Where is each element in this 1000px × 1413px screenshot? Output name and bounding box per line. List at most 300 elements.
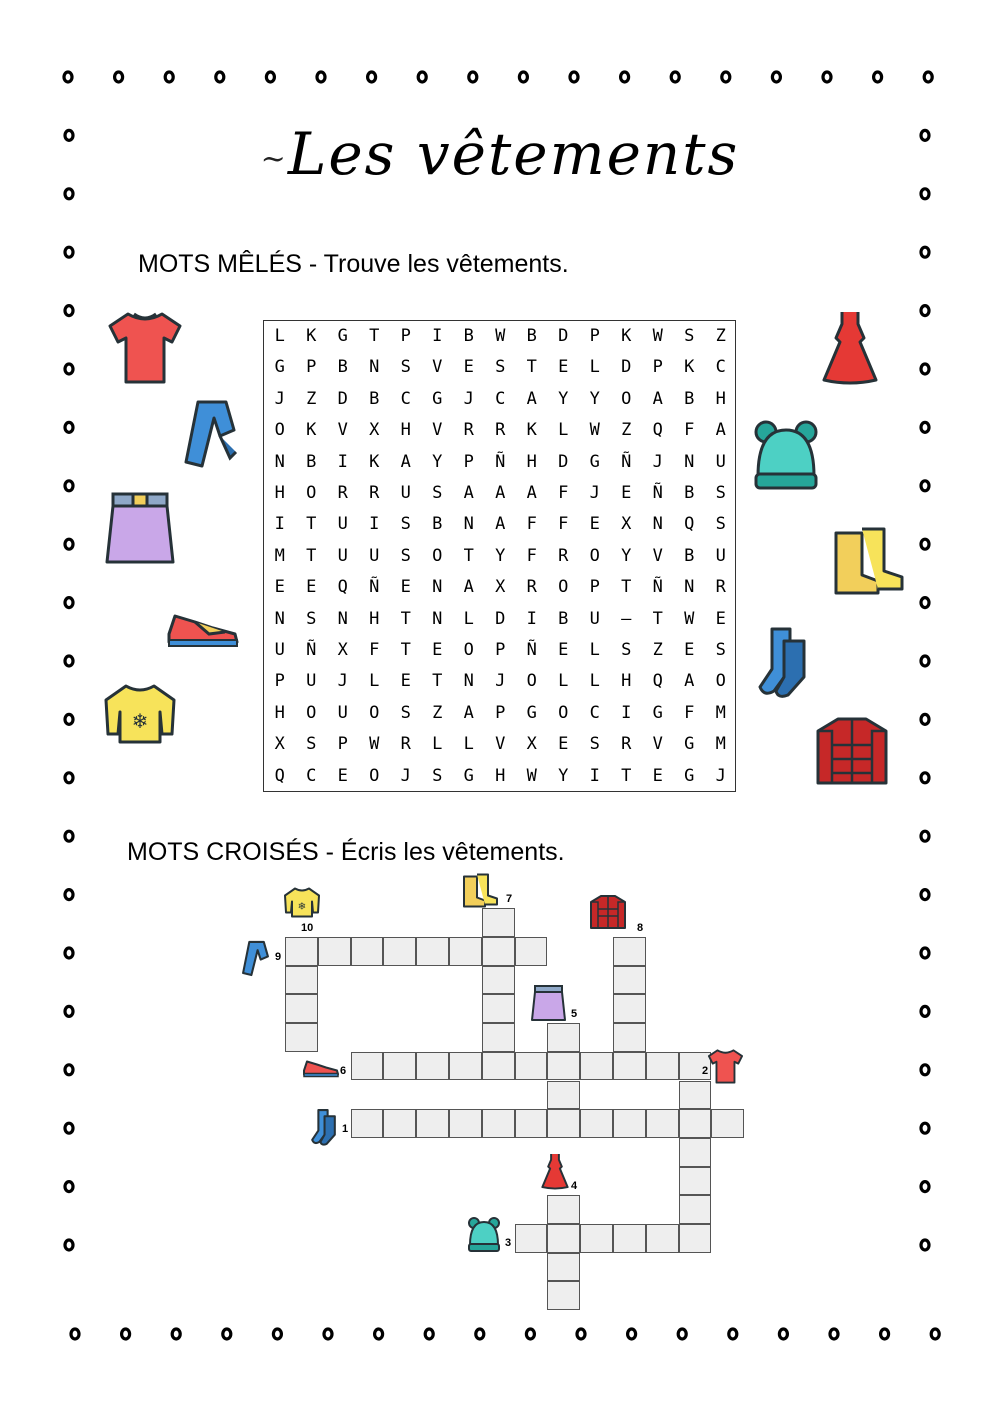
- wordsearch-letter[interactable]: R: [621, 734, 632, 755]
- crossword-cell[interactable]: [613, 966, 646, 995]
- wordsearch-letter[interactable]: G: [337, 326, 348, 346]
- wordsearch-letter[interactable]: V: [432, 357, 443, 378]
- wordsearch-letter[interactable]: C: [495, 388, 506, 409]
- wordsearch-letter[interactable]: O: [306, 483, 317, 503]
- wordsearch-letter[interactable]: U: [589, 608, 600, 629]
- wordsearch-letter[interactable]: A: [463, 577, 474, 598]
- wordsearch-letter[interactable]: V: [652, 545, 663, 566]
- wordsearch-letter[interactable]: F: [558, 514, 569, 535]
- wordsearch-letter[interactable]: A: [526, 483, 537, 503]
- wordsearch-letter[interactable]: B: [526, 326, 537, 346]
- wordsearch-letter[interactable]: T: [400, 608, 411, 629]
- wordsearch-letter[interactable]: L: [589, 671, 600, 692]
- wordsearch-letter[interactable]: C: [715, 357, 726, 378]
- wordsearch-letter[interactable]: U: [369, 545, 380, 566]
- wordsearch-letter[interactable]: R: [400, 734, 411, 755]
- wordsearch-letter[interactable]: Y: [495, 545, 506, 566]
- wordsearch-letter[interactable]: Z: [306, 388, 317, 409]
- wordsearch-letter[interactable]: G: [589, 451, 600, 472]
- wordsearch-letter[interactable]: O: [369, 702, 380, 723]
- wordsearch-letter[interactable]: Y: [621, 545, 632, 566]
- wordsearch-letter[interactable]: N: [274, 451, 285, 472]
- wordsearch-letter[interactable]: U: [715, 545, 726, 566]
- wordsearch-letter[interactable]: K: [306, 420, 317, 441]
- wordsearch-letter[interactable]: N: [432, 608, 443, 629]
- wordsearch-letter[interactable]: P: [306, 357, 317, 378]
- crossword-cell[interactable]: [351, 1109, 384, 1138]
- clue-10-sweater-icon: [283, 886, 321, 920]
- wordsearch-letter[interactable]: P: [337, 734, 348, 755]
- crossword-cell[interactable]: [547, 1109, 580, 1138]
- wordsearch-letter[interactable]: N: [652, 514, 663, 535]
- wordsearch-letter[interactable]: A: [684, 671, 695, 692]
- wordsearch-letter[interactable]: H: [526, 451, 537, 472]
- wordsearch-letter[interactable]: S: [306, 734, 317, 755]
- crossword-cell[interactable]: [482, 1109, 515, 1138]
- wordsearch-letter[interactable]: E: [558, 357, 569, 378]
- wordsearch-letter[interactable]: O: [621, 388, 632, 409]
- wordsearch-letter[interactable]: W: [652, 326, 663, 346]
- wordsearch-letter[interactable]: O: [715, 671, 726, 692]
- crossword-cell[interactable]: [679, 1109, 712, 1138]
- wordsearch-letter[interactable]: E: [715, 608, 726, 629]
- wordsearch-letter[interactable]: I: [337, 451, 348, 472]
- crossword-cell[interactable]: [449, 1052, 482, 1081]
- wordsearch-letter[interactable]: C: [400, 388, 411, 409]
- wordsearch-letter[interactable]: S: [715, 514, 726, 535]
- border-dot: [266, 72, 274, 82]
- wordsearch-letter[interactable]: V: [337, 420, 348, 441]
- wordsearch-letter[interactable]: O: [558, 702, 569, 723]
- wordsearch-letter[interactable]: U: [337, 545, 348, 566]
- wordsearch-letter[interactable]: B: [306, 451, 317, 472]
- crossword-cell[interactable]: [482, 937, 515, 966]
- wordsearch-letter[interactable]: O: [589, 545, 600, 566]
- wordsearch-letter[interactable]: V: [432, 420, 443, 441]
- wordsearch-letter[interactable]: I: [274, 514, 285, 535]
- wordsearch-letter[interactable]: B: [369, 388, 380, 409]
- wordsearch-letter[interactable]: S: [621, 640, 632, 660]
- wordsearch-letter[interactable]: P: [589, 577, 600, 598]
- crossword-cell[interactable]: [613, 1023, 646, 1052]
- crossword-cell[interactable]: [646, 1224, 679, 1253]
- crossword-cell[interactable]: [515, 1224, 548, 1253]
- wordsearch-letter[interactable]: N: [337, 608, 348, 629]
- wordsearch-letter[interactable]: K: [526, 420, 537, 441]
- wordsearch-letter[interactable]: E: [621, 483, 632, 503]
- crossword-cell[interactable]: [580, 1224, 613, 1253]
- crossword-cell[interactable]: [383, 1052, 416, 1081]
- wordsearch-letter[interactable]: X: [621, 514, 632, 535]
- wordsearch-letter[interactable]: O: [274, 420, 285, 441]
- wordsearch-letter[interactable]: N: [369, 357, 380, 378]
- border-dot: [469, 72, 477, 82]
- wordsearch-letter[interactable]: X: [274, 734, 285, 755]
- crossword-cell[interactable]: [679, 1224, 712, 1253]
- border-dot: [921, 539, 929, 549]
- wordsearch-letter[interactable]: T: [526, 357, 537, 378]
- wordsearch-letter[interactable]: B: [463, 326, 474, 346]
- wordsearch-letter[interactable]: A: [526, 388, 537, 409]
- crossword-cell[interactable]: [679, 1167, 712, 1196]
- crossword-cell[interactable]: [285, 966, 318, 995]
- wordsearch-letter[interactable]: G: [684, 734, 695, 755]
- crossword-cell[interactable]: [613, 937, 646, 966]
- wordsearch-letter[interactable]: L: [463, 608, 474, 629]
- wordsearch-letter[interactable]: N: [274, 608, 285, 629]
- crossword-cell[interactable]: [679, 1195, 712, 1224]
- crossword-cell[interactable]: [711, 1109, 744, 1138]
- wordsearch-letter[interactable]: E: [558, 734, 569, 755]
- crossword-cell[interactable]: [547, 1281, 580, 1310]
- wordsearch-letter[interactable]: P: [463, 451, 474, 472]
- wordsearch-letter[interactable]: E: [337, 765, 348, 786]
- wordsearch-letter[interactable]: B: [684, 388, 695, 409]
- border-dot: [722, 72, 730, 82]
- wordsearch-letter[interactable]: P: [274, 671, 285, 692]
- wordsearch-letter[interactable]: S: [400, 545, 411, 566]
- wordsearch-letter[interactable]: P: [400, 326, 411, 346]
- wordsearch-letter[interactable]: P: [652, 357, 663, 378]
- wordsearch-letter[interactable]: R: [495, 420, 506, 441]
- wordsearch-letter[interactable]: A: [400, 451, 411, 472]
- wordsearch-letter[interactable]: O: [369, 765, 380, 786]
- wordsearch-letter[interactable]: J: [463, 388, 474, 409]
- wordsearch-letter[interactable]: G: [684, 765, 695, 786]
- crossword-cell[interactable]: [547, 1052, 580, 1081]
- crossword-cell[interactable]: [416, 1052, 449, 1081]
- wordsearch-letter[interactable]: U: [337, 702, 348, 723]
- wordsearch-letter[interactable]: S: [432, 483, 443, 503]
- wordsearch-letter[interactable]: W: [684, 608, 695, 629]
- crossword-cell[interactable]: [416, 937, 449, 966]
- crossword-cell[interactable]: [547, 1195, 580, 1224]
- wordsearch-letter[interactable]: K: [369, 451, 380, 472]
- border-dot: [921, 306, 929, 316]
- crossword-cell[interactable]: [646, 1109, 679, 1138]
- wordsearch-letter[interactable]: K: [306, 326, 317, 346]
- wordsearch-letter[interactable]: C: [306, 765, 317, 786]
- dress-icon: [820, 308, 880, 386]
- wordsearch-letter[interactable]: U: [306, 671, 317, 692]
- wordsearch-letter[interactable]: W: [526, 765, 537, 786]
- wordsearch-letter[interactable]: M: [715, 734, 726, 755]
- wordsearch-letter[interactable]: J: [274, 388, 285, 409]
- wordsearch-letter[interactable]: W: [589, 420, 600, 441]
- wordsearch-letter[interactable]: R: [463, 420, 474, 441]
- wordsearch-letter[interactable]: Q: [274, 765, 285, 786]
- wordsearch-letter[interactable]: T: [621, 765, 632, 786]
- wordsearch-letter[interactable]: A: [495, 514, 506, 535]
- wordsearch-letter[interactable]: Ñ: [306, 640, 317, 660]
- wordsearch-letter[interactable]: R: [558, 545, 569, 566]
- wordsearch-letter[interactable]: R: [526, 577, 537, 598]
- wordsearch-letter[interactable]: Z: [621, 420, 632, 441]
- wordsearch-letter[interactable]: E: [652, 765, 663, 786]
- wordsearch-letter[interactable]: P: [495, 640, 506, 660]
- crossword-cell[interactable]: [613, 1224, 646, 1253]
- wordsearch-letter[interactable]: S: [400, 357, 411, 378]
- crossword-cell[interactable]: [449, 1109, 482, 1138]
- wordsearch-letter[interactable]: E: [306, 577, 317, 598]
- crossword-cell[interactable]: [679, 1138, 712, 1167]
- clue-5-skirt-icon: [530, 984, 566, 1022]
- wordsearch-letter[interactable]: D: [558, 326, 569, 346]
- crossword-cell[interactable]: [482, 966, 515, 995]
- wordsearch-letter[interactable]: L: [589, 640, 600, 660]
- wordsearch-letter[interactable]: X: [495, 577, 506, 598]
- wordsearch-letter[interactable]: L: [274, 326, 285, 346]
- wordsearch-letter[interactable]: P: [589, 326, 600, 346]
- wordsearch-letter[interactable]: S: [495, 357, 506, 378]
- border-dot: [65, 656, 73, 666]
- border-dot: [729, 1329, 737, 1339]
- wordsearch-letter[interactable]: D: [558, 451, 569, 472]
- wordsearch-letter[interactable]: G: [432, 388, 443, 409]
- crossword-cell[interactable]: [482, 1023, 515, 1052]
- wordsearch-letter[interactable]: Y: [558, 388, 569, 409]
- wordsearch-letter[interactable]: R: [369, 483, 380, 503]
- crossword-cell[interactable]: [547, 1023, 580, 1052]
- border-dot: [273, 1329, 281, 1339]
- svg-text:❄: ❄: [297, 901, 307, 913]
- border-dot: [368, 72, 376, 82]
- wordsearch-letter[interactable]: –: [621, 608, 632, 629]
- crossword-cell[interactable]: [482, 994, 515, 1023]
- page-title: ~Les vêtements: [260, 120, 740, 188]
- wordsearch-letter[interactable]: H: [369, 608, 380, 629]
- wordsearch-letter[interactable]: T: [306, 545, 317, 566]
- wordsearch-letter[interactable]: X: [526, 734, 537, 755]
- wordsearch-letter[interactable]: S: [400, 702, 411, 723]
- wordsearch-letter[interactable]: L: [558, 420, 569, 441]
- wordsearch-letter[interactable]: O: [463, 640, 474, 660]
- wordsearch-letter[interactable]: X: [337, 640, 348, 660]
- wordsearch-letter[interactable]: U: [715, 451, 726, 472]
- wordsearch-letter[interactable]: U: [274, 640, 285, 660]
- wordsearch-letter[interactable]: B: [684, 545, 695, 566]
- wordsearch-letter[interactable]: K: [684, 357, 695, 378]
- wordsearch-letter[interactable]: F: [526, 545, 537, 566]
- wordsearch-letter[interactable]: H: [274, 483, 285, 503]
- crossword-cell[interactable]: [547, 1081, 580, 1110]
- crossword-cell[interactable]: [613, 1109, 646, 1138]
- wordsearch-letter[interactable]: W: [495, 326, 506, 346]
- wordsearch-letter[interactable]: Ñ: [526, 640, 537, 660]
- border-dot: [823, 72, 831, 82]
- wordsearch-letter[interactable]: N: [432, 577, 443, 598]
- wordsearch-letter[interactable]: J: [589, 483, 600, 503]
- wordsearch-letter[interactable]: Y: [432, 451, 443, 472]
- wordsearch-letter[interactable]: E: [400, 671, 411, 692]
- wordsearch-letter[interactable]: B: [684, 483, 695, 503]
- wordsearch-letter[interactable]: X: [369, 420, 380, 441]
- wordsearch-letter[interactable]: B: [337, 357, 348, 378]
- wordsearch-letter[interactable]: L: [463, 734, 474, 755]
- wordsearch-letter[interactable]: J: [715, 765, 726, 786]
- crossword-cell[interactable]: [646, 1052, 679, 1081]
- wordsearch-letter[interactable]: G: [526, 702, 537, 723]
- wordsearch-letter[interactable]: H: [274, 702, 285, 723]
- crossword-cell[interactable]: [318, 937, 351, 966]
- wordsearch-letter[interactable]: R: [715, 577, 726, 598]
- wordsearch-letter[interactable]: Q: [652, 420, 663, 441]
- clue-3-winter-hat-icon: [466, 1216, 502, 1254]
- crossword-cell[interactable]: [383, 1109, 416, 1138]
- wordsearch-letter[interactable]: N: [684, 577, 695, 598]
- border-dot: [65, 422, 73, 432]
- wordsearch-letter[interactable]: S: [432, 765, 443, 786]
- wordsearch-letter[interactable]: J: [337, 671, 348, 692]
- wordsearch-letter[interactable]: Ñ: [369, 577, 380, 598]
- border-dot: [65, 1182, 73, 1192]
- wordsearch-letter[interactable]: D: [621, 357, 632, 378]
- wordsearch-letter[interactable]: Q: [684, 514, 695, 535]
- border-dot: [65, 1240, 73, 1250]
- wordsearch-letter[interactable]: V: [495, 734, 506, 755]
- wordsearch-letter[interactable]: T: [369, 326, 380, 346]
- wordsearch-letter[interactable]: A: [463, 702, 474, 723]
- wordsearch-letter[interactable]: H: [715, 388, 726, 409]
- wordsearch-letter[interactable]: N: [684, 451, 695, 472]
- wordsearch-letter[interactable]: T: [432, 671, 443, 692]
- wordsearch-letter[interactable]: D: [495, 608, 506, 629]
- wordsearch-letter[interactable]: P: [495, 702, 506, 723]
- wordsearch-letter[interactable]: E: [400, 577, 411, 598]
- crossword-cell[interactable]: [613, 1052, 646, 1081]
- wordsearch-letter[interactable]: E: [432, 640, 443, 660]
- wordsearch-letter[interactable]: I: [369, 514, 380, 535]
- wordsearch-letter[interactable]: U: [400, 483, 411, 503]
- wordsearch-letter[interactable]: F: [684, 420, 695, 441]
- crossword-cell[interactable]: [547, 1253, 580, 1282]
- wordsearch-letter[interactable]: F: [684, 702, 695, 723]
- wordsearch-letter[interactable]: I: [621, 702, 632, 723]
- wordsearch-letter[interactable]: S: [684, 326, 695, 346]
- wordsearch-letter[interactable]: S: [715, 640, 726, 660]
- crossword-cell[interactable]: [580, 1052, 613, 1081]
- wordsearch-letter[interactable]: B: [432, 514, 443, 535]
- wordsearch-letter[interactable]: N: [463, 514, 474, 535]
- crossword-cell[interactable]: [613, 994, 646, 1023]
- wordsearch-letter[interactable]: T: [400, 640, 411, 660]
- wordsearch-letter[interactable]: F: [558, 483, 569, 503]
- wordsearch-letter[interactable]: J: [652, 451, 663, 472]
- clue-number-2: 2: [702, 1065, 709, 1077]
- wordsearch-letter[interactable]: J: [400, 765, 411, 786]
- wordsearch-letter[interactable]: I: [526, 608, 537, 629]
- wordsearch-letter[interactable]: Q: [337, 577, 348, 598]
- wordsearch-letter[interactable]: G: [463, 765, 474, 786]
- wordsearch-letter[interactable]: Y: [558, 765, 569, 786]
- wordsearch-letter[interactable]: O: [432, 545, 443, 566]
- wordsearch-letter[interactable]: F: [369, 640, 380, 660]
- wordsearch-letter[interactable]: A: [715, 420, 726, 441]
- wordsearch-letter[interactable]: A: [495, 483, 506, 503]
- wordsearch-letter[interactable]: Z: [715, 326, 726, 346]
- wordsearch-letter[interactable]: S: [306, 608, 317, 629]
- wordsearch-letter[interactable]: U: [337, 514, 348, 535]
- wordsearch-letter[interactable]: L: [432, 734, 443, 755]
- wordsearch-letter[interactable]: H: [495, 765, 506, 786]
- wordsearch-letter[interactable]: B: [558, 608, 569, 629]
- crossword-cell[interactable]: [351, 937, 384, 966]
- wordsearch-letter[interactable]: A: [652, 388, 663, 409]
- wordsearch-letter[interactable]: Y: [589, 388, 600, 409]
- crossword-cell[interactable]: [580, 1109, 613, 1138]
- crossword-cell[interactable]: [285, 937, 318, 966]
- wordsearch-letter[interactable]: S: [400, 514, 411, 535]
- wordsearch-letter[interactable]: G: [274, 357, 285, 378]
- crossword-cell[interactable]: [482, 908, 515, 937]
- wordsearch-letter[interactable]: N: [463, 671, 474, 692]
- wordsearch-letter[interactable]: L: [369, 671, 380, 692]
- wordsearch-letter[interactable]: Ñ: [652, 577, 663, 598]
- wordsearch-letter[interactable]: E: [463, 357, 474, 378]
- wordsearch-letter[interactable]: E: [589, 514, 600, 535]
- wordsearch-letter[interactable]: Ñ: [652, 483, 663, 503]
- wordsearch-letter[interactable]: Ñ: [495, 451, 506, 472]
- wordsearch-letter[interactable]: O: [526, 671, 537, 692]
- wordsearch-letter[interactable]: I: [589, 765, 600, 786]
- wordsearch-letter[interactable]: J: [495, 671, 506, 692]
- wordsearch-letter[interactable]: T: [306, 514, 317, 535]
- wordsearch-letter[interactable]: O: [558, 577, 569, 598]
- crossword-cell[interactable]: [449, 937, 482, 966]
- wordsearch-letter[interactable]: Q: [652, 671, 663, 692]
- wordsearch-letter[interactable]: G: [652, 702, 663, 723]
- wordsearch-letter[interactable]: R: [337, 483, 348, 503]
- crossword-cell[interactable]: [515, 1109, 548, 1138]
- wordsearch-letter[interactable]: C: [589, 702, 600, 723]
- wordsearch-letter[interactable]: H: [621, 671, 632, 692]
- wordsearch-letter[interactable]: E: [274, 577, 285, 598]
- wordsearch-letter[interactable]: F: [526, 514, 537, 535]
- wordsearch-letter[interactable]: M: [274, 545, 285, 566]
- wordsearch-letter[interactable]: E: [684, 640, 695, 660]
- crossword-cell[interactable]: [416, 1109, 449, 1138]
- crossword-cell[interactable]: [285, 994, 318, 1023]
- wordsearch-letter[interactable]: K: [621, 326, 632, 346]
- crossword-cell[interactable]: [383, 937, 416, 966]
- wordsearch-letter[interactable]: I: [432, 326, 443, 346]
- crossword-cell[interactable]: [515, 1052, 548, 1081]
- wordsearch-letter[interactable]: S: [589, 734, 600, 755]
- wordsearch-letter[interactable]: T: [463, 545, 474, 566]
- wordsearch-letter[interactable]: H: [400, 420, 411, 441]
- wordsearch-letter[interactable]: M: [715, 702, 726, 723]
- wordsearch-letter[interactable]: O: [306, 702, 317, 723]
- crossword-cell[interactable]: [482, 1052, 515, 1081]
- wordsearch-letter[interactable]: A: [463, 483, 474, 503]
- crossword-cell[interactable]: [351, 1052, 384, 1081]
- wordsearch-letter[interactable]: Z: [652, 640, 663, 660]
- wordsearch-letter[interactable]: L: [558, 671, 569, 692]
- wordsearch-letter[interactable]: E: [558, 640, 569, 660]
- wordsearch-letter[interactable]: Ñ: [621, 451, 632, 472]
- wordsearch-letter[interactable]: W: [369, 734, 380, 755]
- crossword-cell[interactable]: [547, 1224, 580, 1253]
- wordsearch-letter[interactable]: V: [652, 734, 663, 755]
- wordsearch-letter[interactable]: T: [652, 608, 663, 629]
- wordsearch-letter[interactable]: S: [715, 483, 726, 503]
- wordsearch-letter[interactable]: T: [621, 577, 632, 598]
- crossword-cell[interactable]: [515, 937, 548, 966]
- wordsearch-letter[interactable]: Z: [432, 702, 443, 723]
- wordsearch-letter[interactable]: D: [337, 388, 348, 409]
- crossword-cell[interactable]: [285, 1023, 318, 1052]
- wordsearch-letter[interactable]: L: [589, 357, 600, 378]
